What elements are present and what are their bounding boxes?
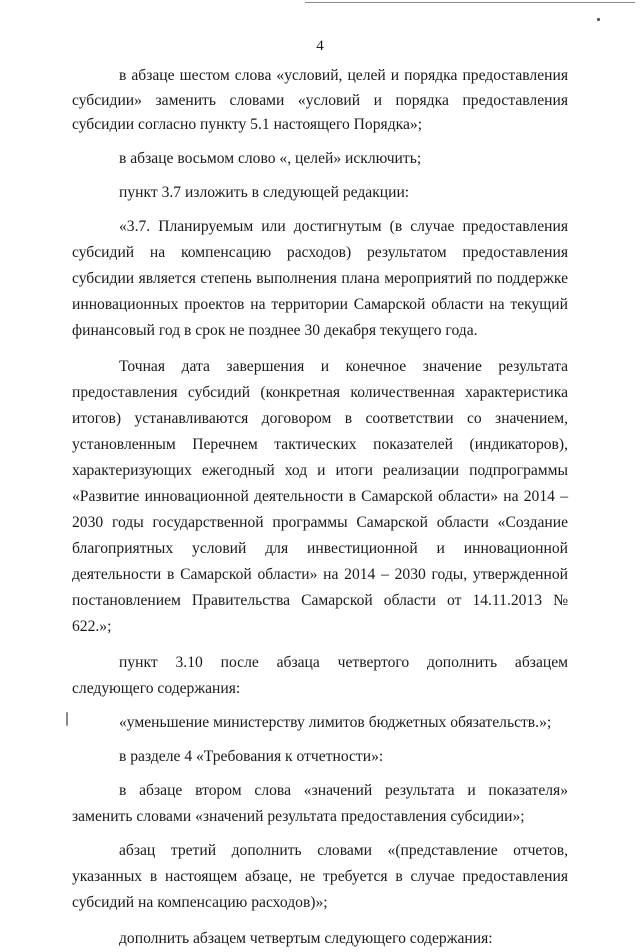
paragraph-9: в абзаце втором слова «значений результата и показателя» заменить словами «значений результата предоставления субсидии»; <box>72 781 568 825</box>
paragraph-5: Точная дата завершения и конечное значение результата предоставления субсидий (конкретная количественная характеристика итогов) устанавливаются договором в соответствии со значением, установленным Перечнем тактических показателей (индикаторов), характеризующих ежегодный ход и итоги реализации подпрограммы «Развитие инновационной деятельности в Самарской области» на 2014 – 2030 годы государственной программы Самарской области «Создание благоприятных условий для инвестиционной и инновационной деятельности в Самарской области» на 2014 – 2030 годы, утвержденной постановлением Правительства Самарской области от 14.11.2013 № 622.»; <box>72 357 568 635</box>
document-body <box>72 64 568 952</box>
paragraph-8: в разделе 4 «Требования к отчетности»: <box>119 747 384 765</box>
paragraph-6: пункт 3.10 после абзаца четвертого дополнить абзацем следующего содержания: <box>72 653 568 697</box>
page-number: 4 <box>316 38 324 54</box>
paragraph-4: «3.7. Планируемым или достигнутым (в случае предоставления субсидий на компенсацию расходов) результатом предоставления субсидии является степень выполнения плана мероприятий по поддержке инновационных проектов на территории Самарской области на текущий финансовый год в срок не позднее 30 декабря текущего года. <box>72 217 568 339</box>
scan-top-edge-line <box>305 2 635 3</box>
paragraph-11: дополнить абзацем четвертым следующего содержания: <box>119 929 493 947</box>
scan-speck <box>597 18 600 21</box>
paragraph-10: абзац третий дополнить словами «(представление отчетов, указанных в настоящем абзаце, не требуется в случае предоставления субсидий на компенсацию расходов)»; <box>72 841 568 911</box>
paragraph-1: в абзаце шестом слова «условий, целей и порядка предоставления субсидии» заменить словами «условий и порядка предоставления субсидии согласно пункту 5.1 настоящего Порядка»; <box>72 67 568 133</box>
paragraph-7: «уменьшение министерству лимитов бюджетных обязательств.»; <box>119 713 552 731</box>
paragraph-2: в абзаце восьмом слово «, целей» исключить; <box>119 149 422 167</box>
scan-margin-mark <box>66 712 68 726</box>
paragraph-3: пункт 3.7 изложить в следующей редакции: <box>119 183 410 201</box>
